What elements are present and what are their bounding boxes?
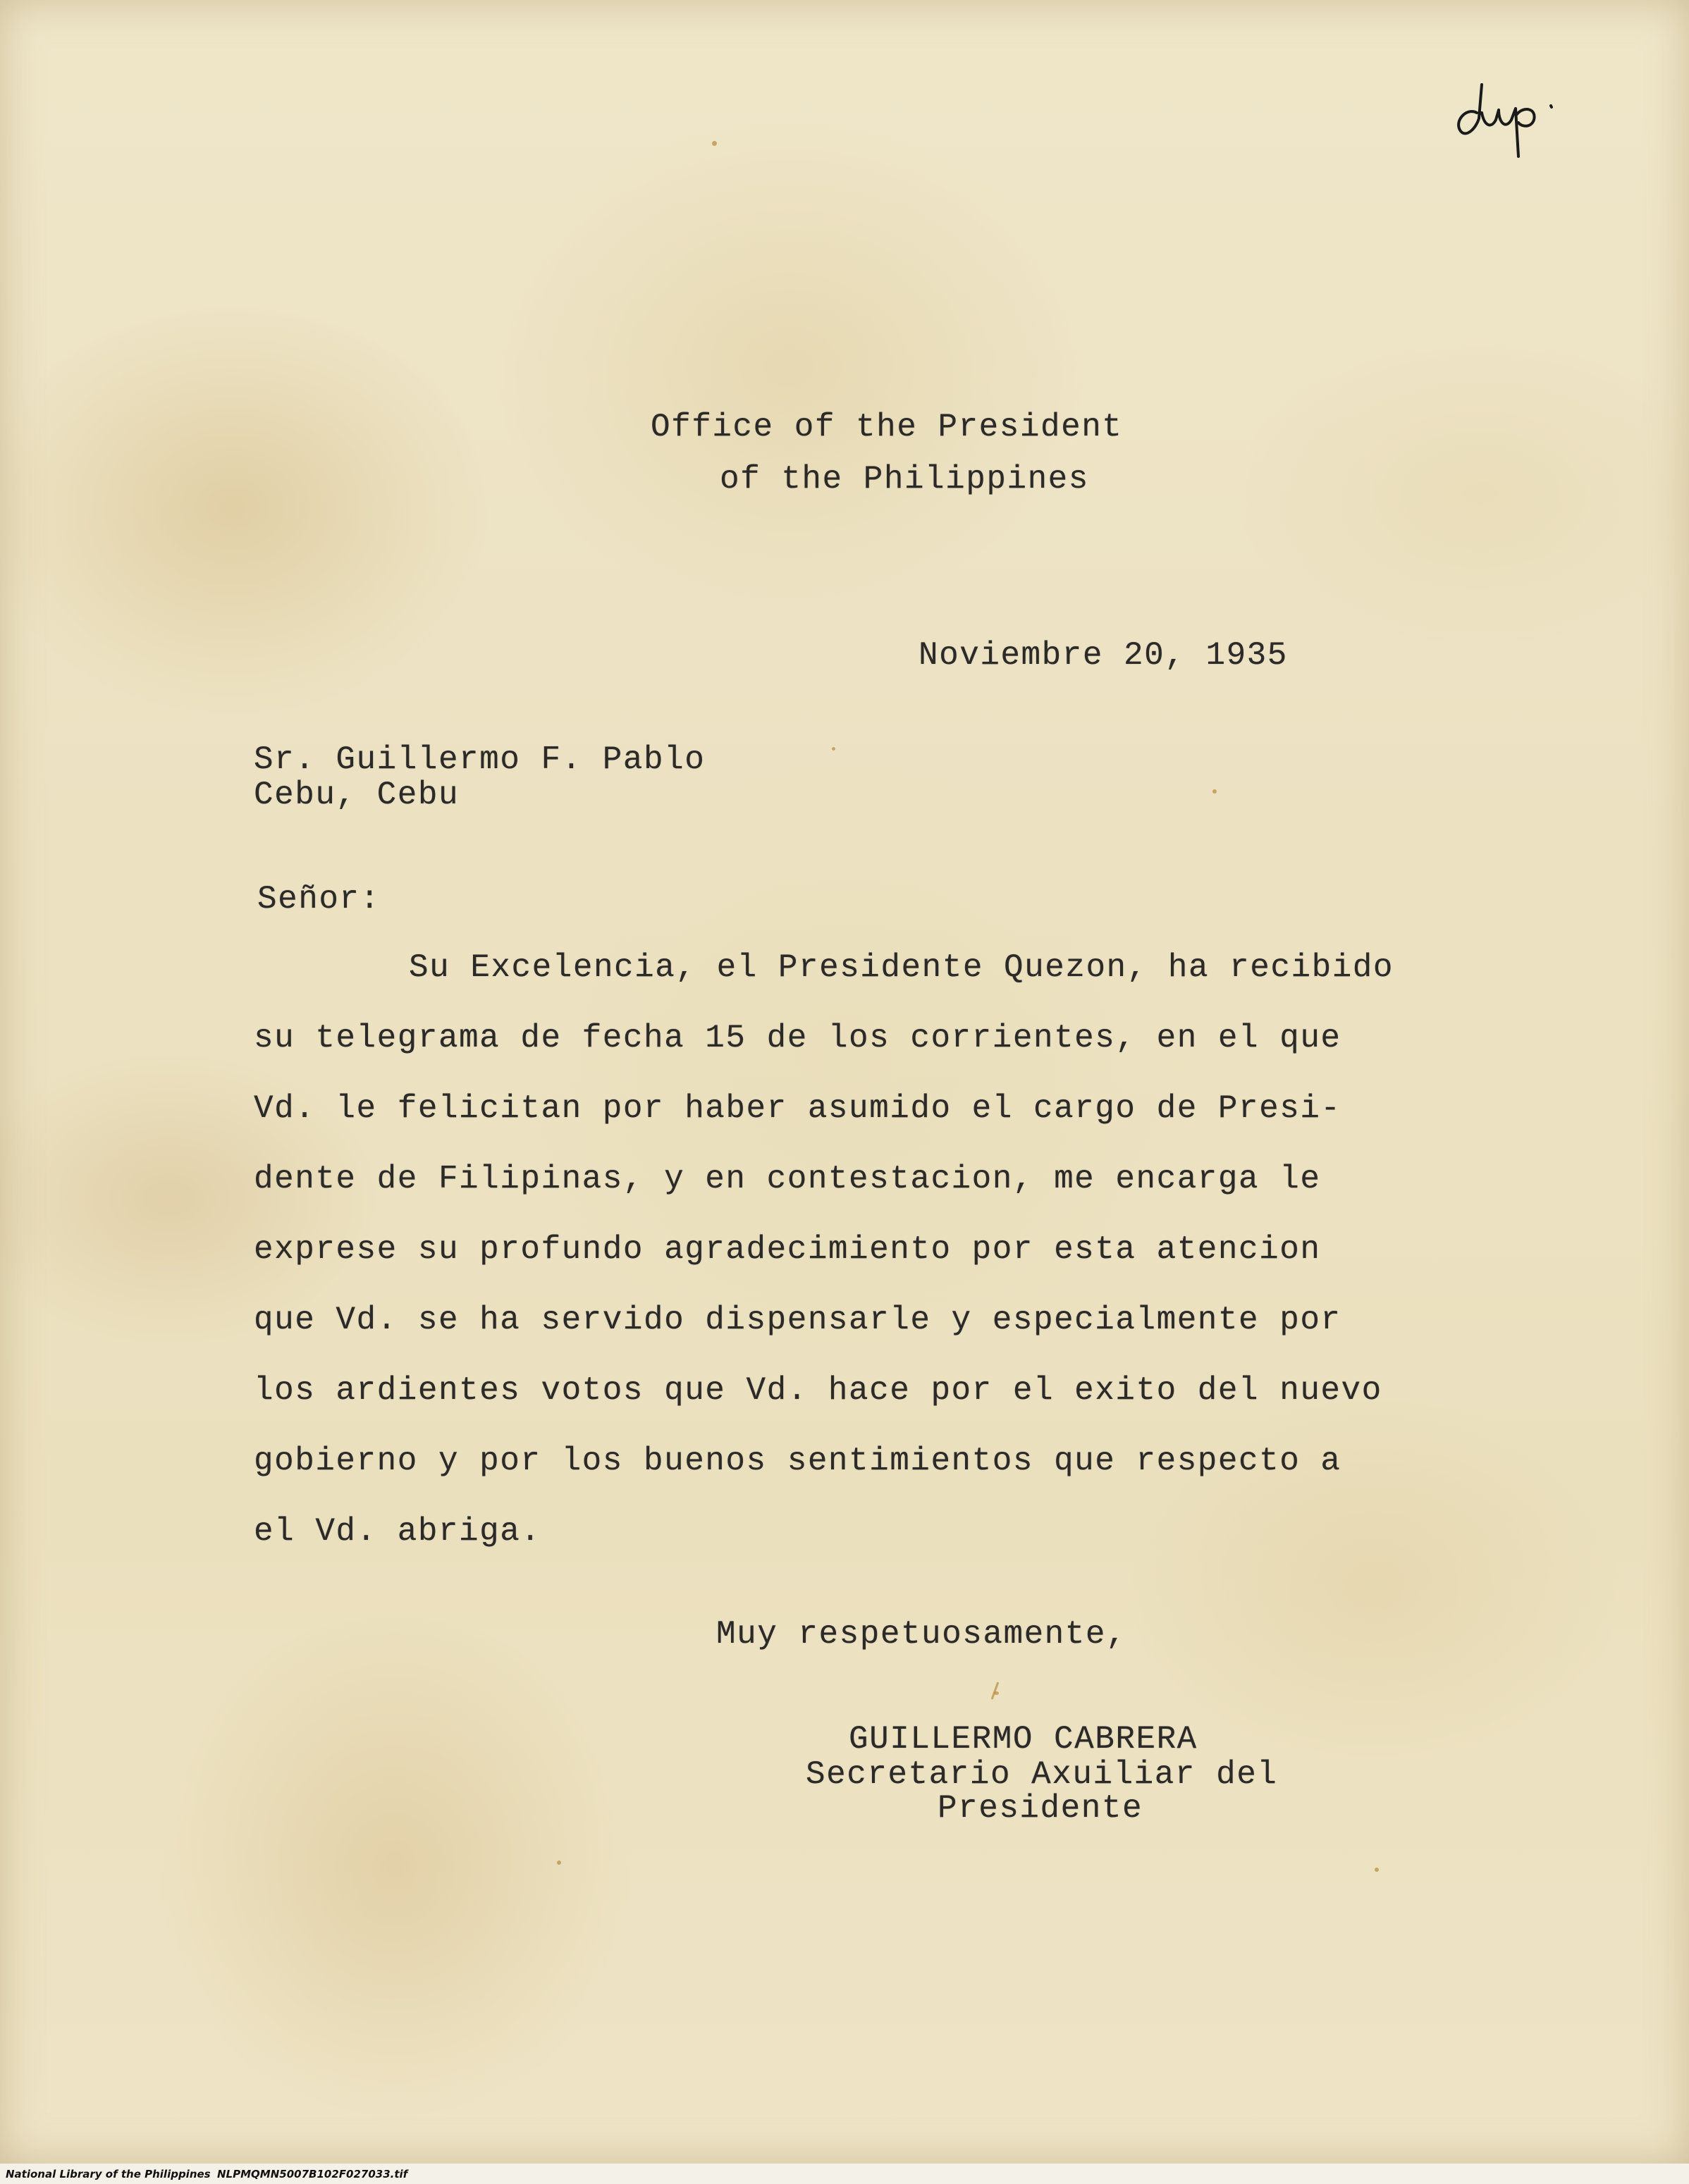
body-line: el Vd. abriga.: [254, 1513, 541, 1550]
signature-title-line-1: Secretario Axuiliar del: [806, 1756, 1278, 1793]
body-line: los ardientes votos que Vd. hace por el exito del nuevo: [254, 1372, 1382, 1409]
recipient-name: Sr. Guillermo F. Pablo: [254, 741, 706, 778]
body-line: Vd. le felicitan por haber asumido el cargo de Presi-: [254, 1090, 1341, 1127]
signature-name: GUILLERMO CABRERA: [849, 1721, 1198, 1758]
paper-fleck: [557, 1861, 561, 1865]
body-line: dente de Filipinas, y en contestacion, me encarga le: [254, 1161, 1321, 1197]
paper-fleck: [712, 141, 717, 146]
letter-body: [254, 946, 1494, 1581]
body-line: Su Excelencia, el Presidente Quezon, ha recibido: [409, 949, 1394, 986]
paper-fleck: [991, 1682, 1000, 1699]
body-line: gobierno y por los buenos sentimientos que respecto a: [254, 1443, 1341, 1479]
paper-fleck: [1212, 789, 1217, 794]
footer-institution: National Library of the Philippines: [6, 2168, 211, 2180]
letterhead-line-1: Office of the President: [651, 409, 1123, 445]
closing: Muy respetuosamente,: [716, 1616, 1127, 1653]
signature-title-line-2: Presidente: [938, 1790, 1143, 1827]
paper-fleck: [1375, 1868, 1379, 1872]
body-line: que Vd. se ha servido dispensarle y especialmente por: [254, 1302, 1341, 1338]
footer-file-id: NLPMQMN5007B102F027033.tif: [217, 2168, 408, 2180]
body-line: exprese su profundo agradecimiento por esta atencion: [254, 1231, 1321, 1268]
handwritten-annotation-dup: [1445, 63, 1572, 169]
recipient-location: Cebu, Cebu: [254, 777, 460, 813]
letter-date: Noviembre 20, 1935: [919, 637, 1288, 674]
salutation: Señor:: [257, 881, 381, 918]
body-line: su telegrama de fecha 15 de los corrientes, en el que: [254, 1020, 1341, 1056]
letterhead-line-2: of the Philippines: [720, 461, 1089, 498]
paper-fleck: [832, 747, 835, 751]
